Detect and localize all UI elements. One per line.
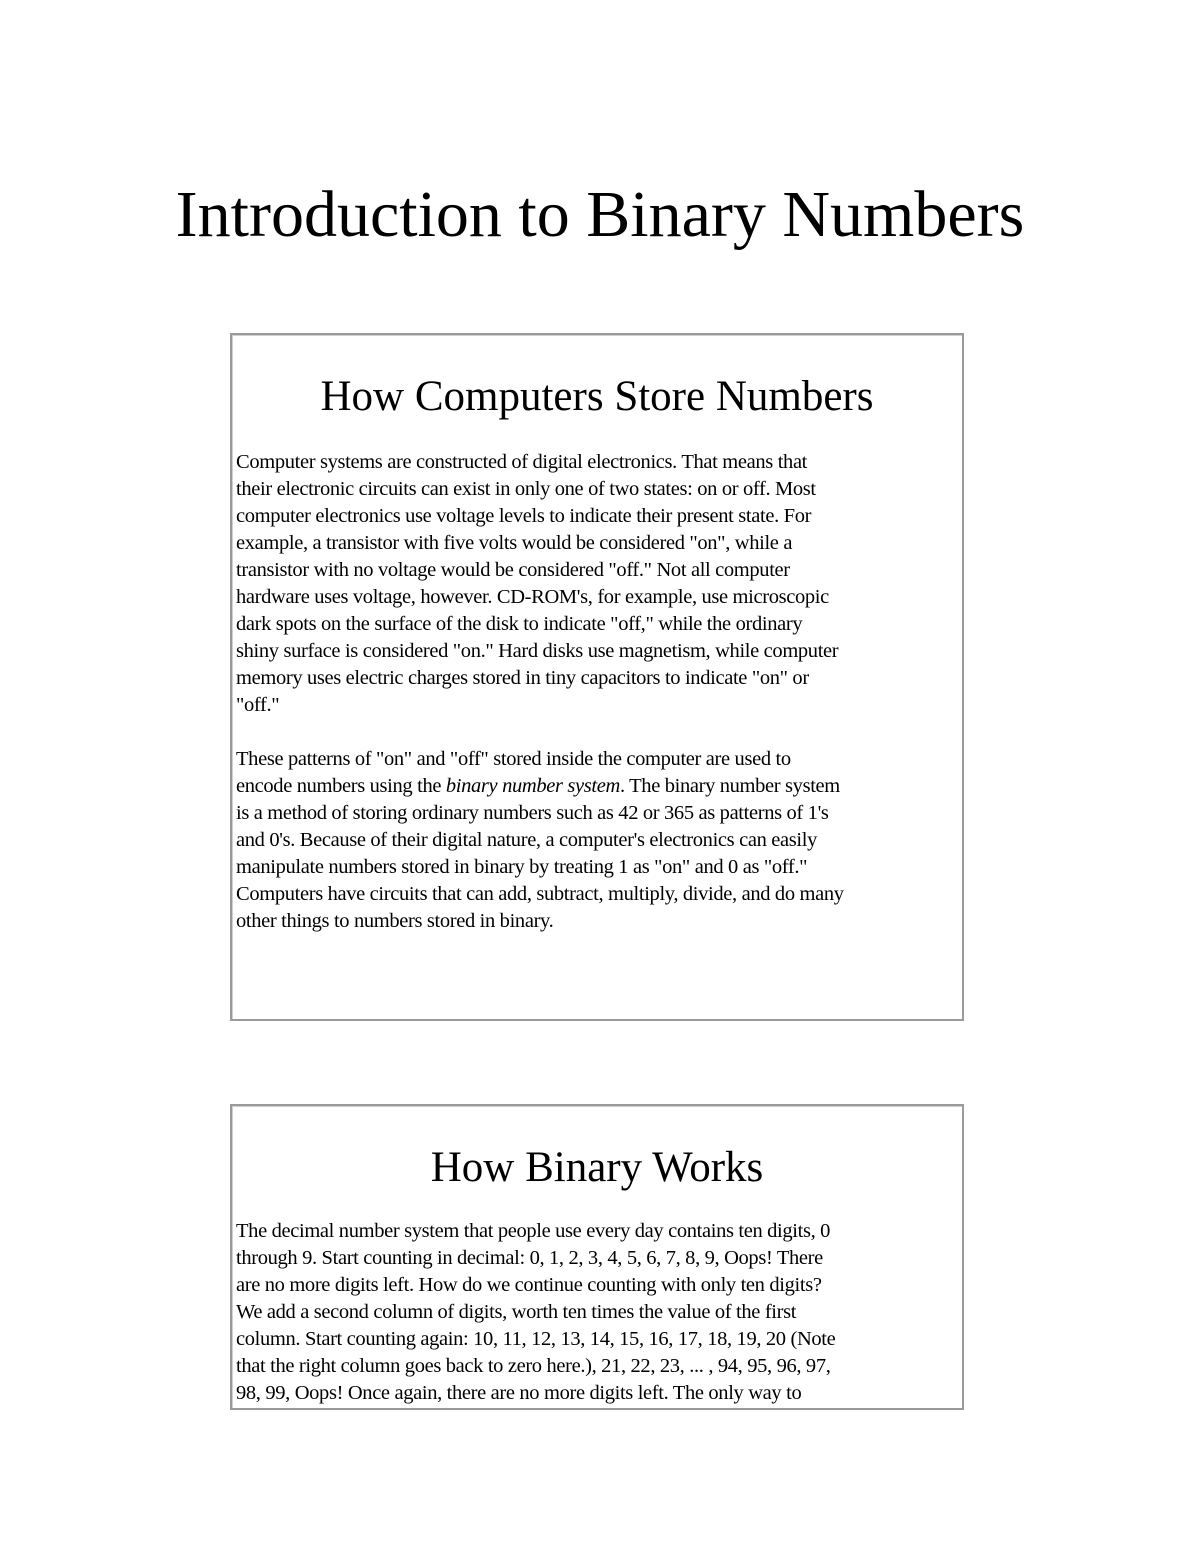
text-line: their electronic circuits can exist in only one of two states: on or off. Most [236, 478, 816, 500]
text-line: "off." [236, 694, 280, 716]
text-line: is a method of storing ordinary numbers such as 42 or 365 as patterns of 1's [236, 802, 829, 824]
text-line: are no more digits left. How do we continue counting with only ten digits? [236, 1274, 822, 1296]
text-line: and 0's. Because of their digital nature, a computer's electronics can easily [236, 829, 817, 851]
section-heading: How Binary Works [430, 1144, 764, 1191]
text-line: shiny surface is considered "on." Hard disks use magnetism, while computer [236, 640, 839, 662]
paragraph [236, 449, 958, 719]
text-line: other things to numbers stored in binary. [236, 910, 554, 932]
text-line: These patterns of "on" and "off" stored inside the computer are used to [236, 748, 791, 770]
section-body [232, 1218, 962, 1407]
emphasis-term: binary number system [445, 775, 620, 797]
text-line: memory uses electric charges stored in tiny capacitors to indicate "on" or [236, 667, 809, 689]
text-line [236, 773, 958, 800]
text-line: Computers have circuits that can add, subtract, multiply, divide, and do many [236, 883, 844, 905]
page-title: Introduction to Binary Numbers [175, 178, 1025, 251]
text-line: Computer systems are constructed of digital electronics. That means that [236, 451, 808, 473]
section-frame-how-computers-store-numbers[interactable] [230, 333, 964, 1021]
text-fragment: encode numbers using the [236, 775, 446, 797]
section-frame-how-binary-works[interactable] [230, 1104, 964, 1410]
text-line: through 9. Start counting in decimal: 0, 1, 2, 3, 4, 5, 6, 7, 8, 9, Oops! There [236, 1247, 823, 1269]
text-line: transistor with no voltage would be considered "off." Not all computer [236, 559, 790, 581]
text-line: manipulate numbers stored in binary by treating 1 as "on" and 0 as "off." [236, 856, 808, 878]
text-line: that the right column goes back to zero here.), 21, 22, 23, ... , 94, 95, 96, 97, [236, 1355, 831, 1377]
text-fragment: . The binary number system [619, 775, 840, 797]
paragraph [236, 1218, 958, 1407]
text-line: computer electronics use voltage levels to indicate their present state. For [236, 505, 812, 527]
text-line: We add a second column of digits, worth ten times the value of the first [236, 1301, 797, 1323]
text-line: dark spots on the surface of the disk to indicate "off," while the ordinary [236, 613, 803, 635]
text-line: The decimal number system that people use every day contains ten digits, 0 [236, 1220, 831, 1242]
text-line: column. Start counting again: 10, 11, 12, 13, 14, 15, 16, 17, 18, 19, 20 (Note [236, 1328, 836, 1350]
section-heading: How Computers Store Numbers [320, 373, 874, 420]
section-body [232, 449, 962, 935]
paragraph [236, 746, 958, 935]
text-line: example, a transistor with five volts would be considered "on", while a [236, 532, 793, 554]
text-line: hardware uses voltage, however. CD-ROM's, for example, use microscopic [236, 586, 829, 608]
text-line: 98, 99, Oops! Once again, there are no more digits left. The only way to [236, 1382, 802, 1404]
